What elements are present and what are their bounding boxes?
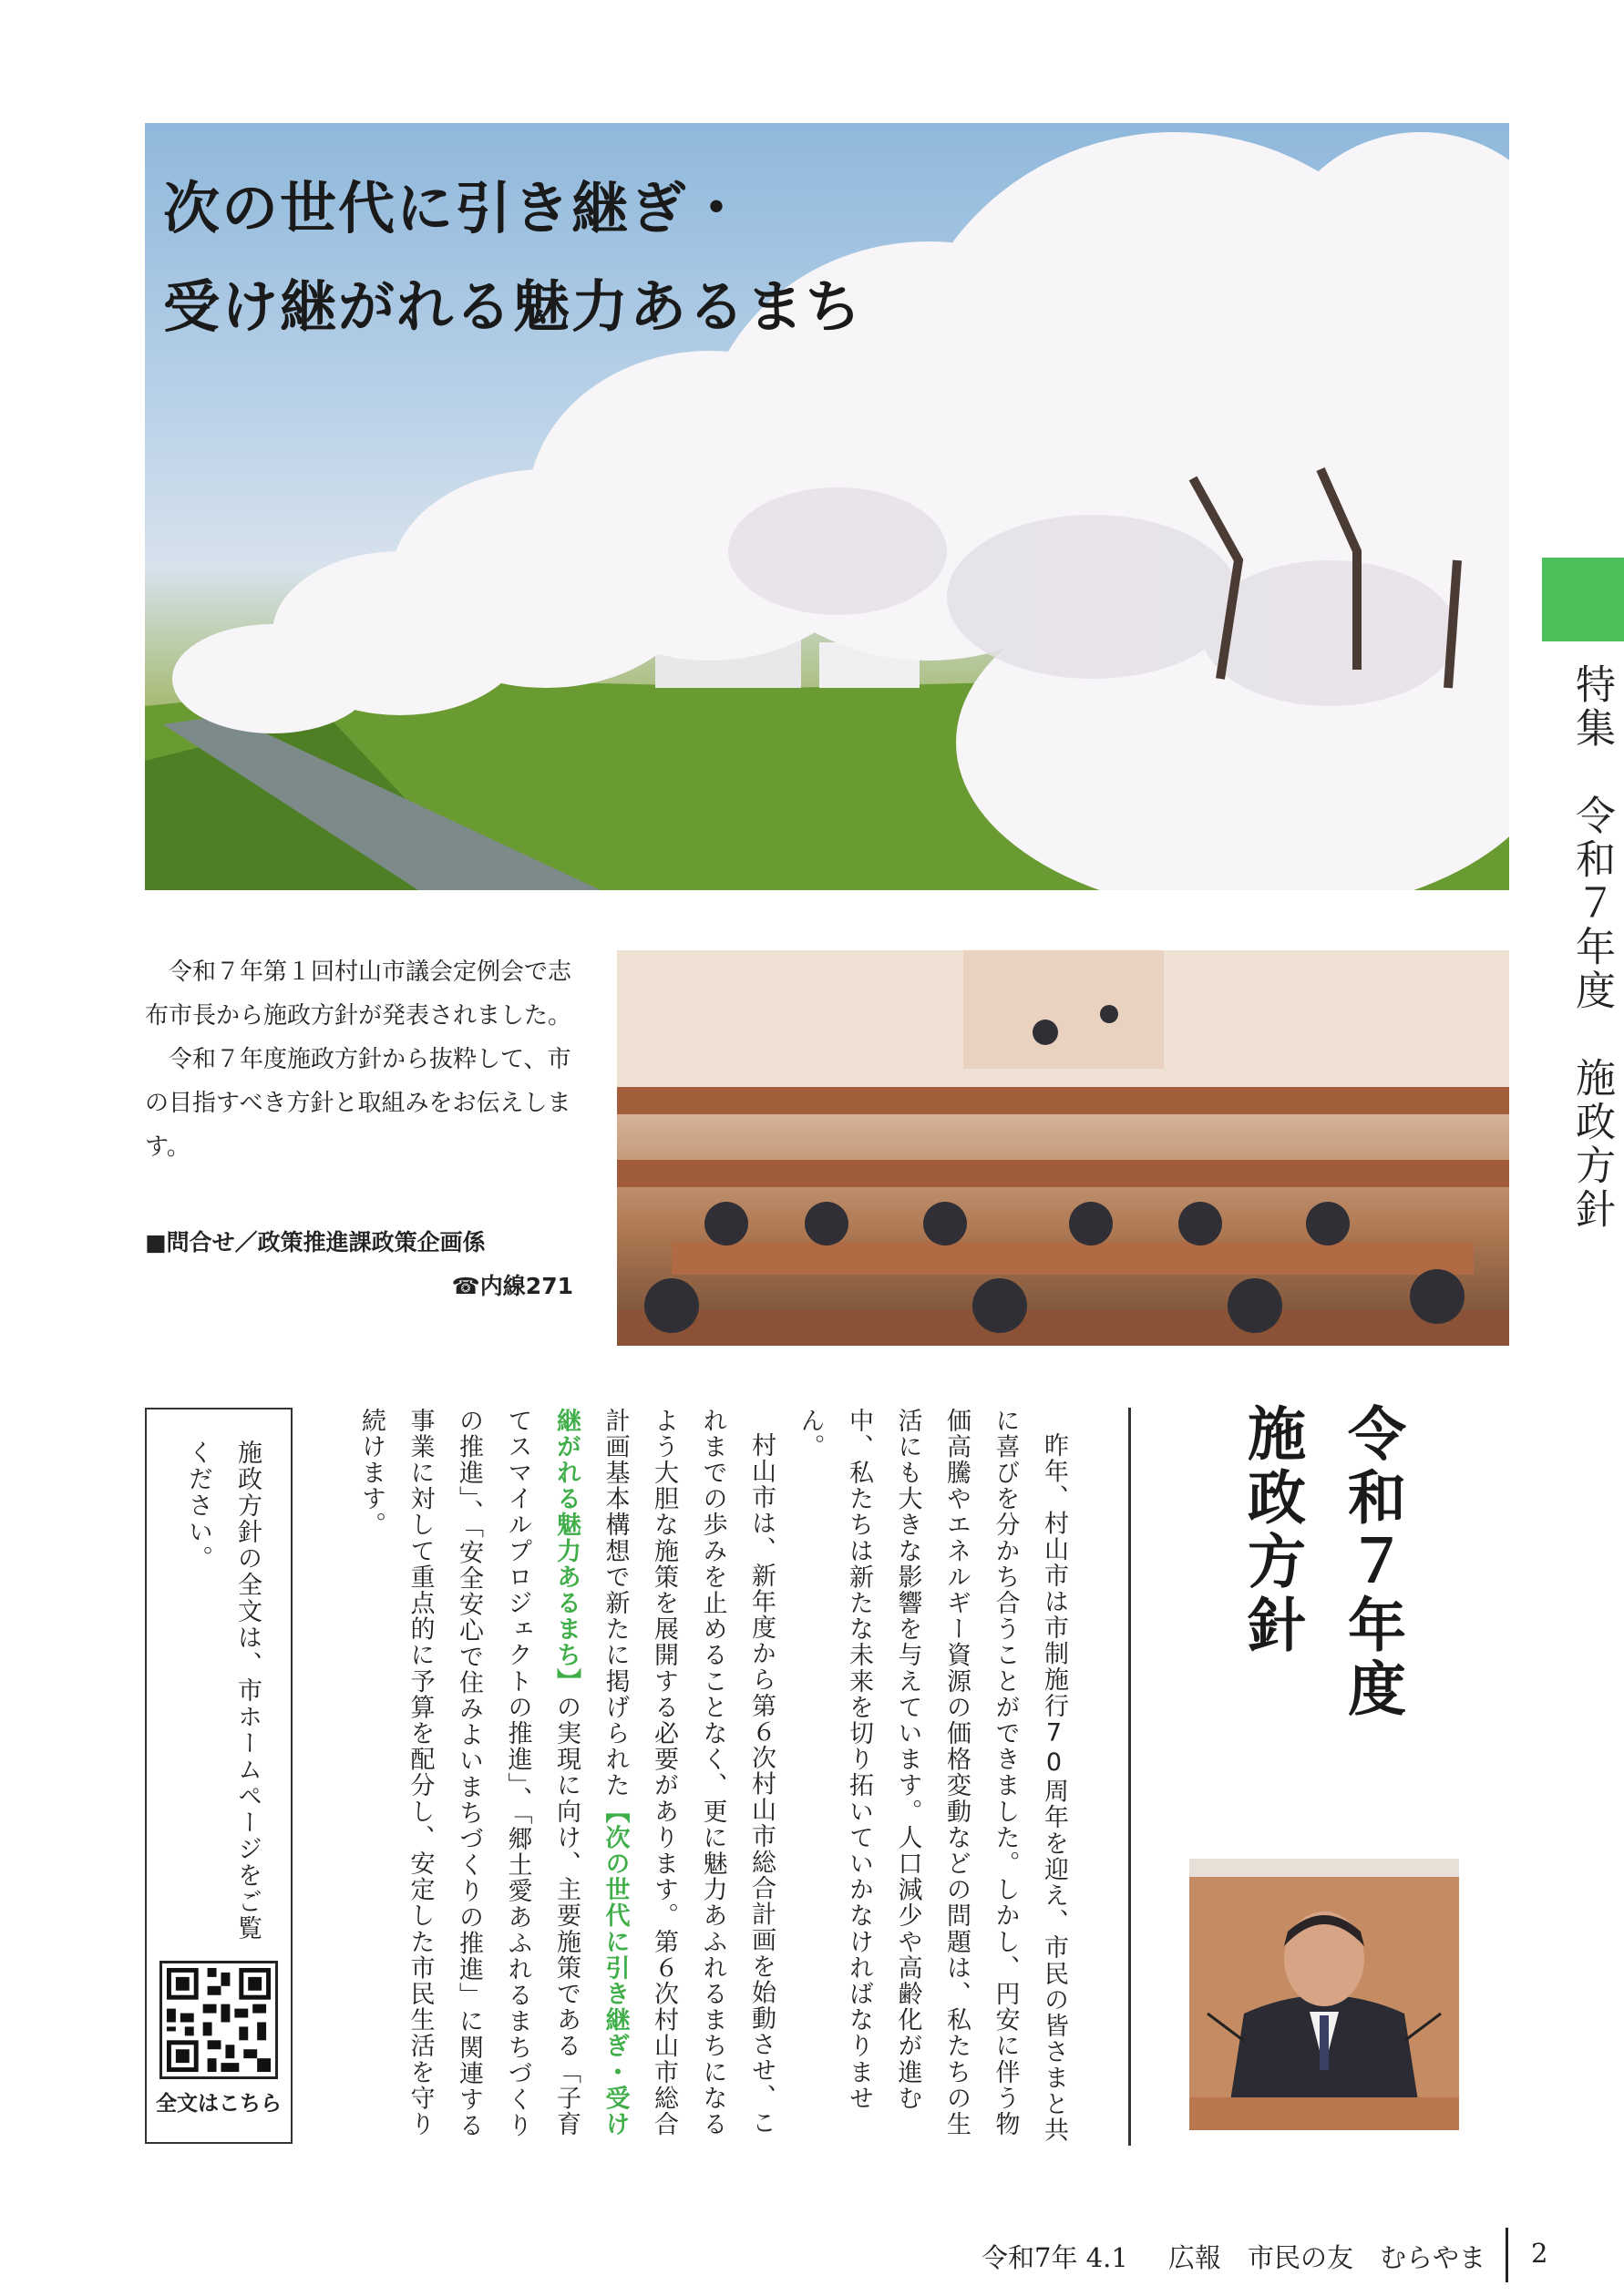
footer-publication: 広報 市民の友 むらやま <box>1168 2242 1486 2273</box>
mayor-photo <box>1189 1859 1459 2130</box>
council-chamber-illustration <box>617 950 1509 1346</box>
qr-code-pattern <box>162 1963 275 2076</box>
hero-title <box>163 159 863 356</box>
hero-title-line2: 受け継がれる魅力あるまち <box>163 273 864 340</box>
article-paragraph-2-part-a: 村山市は、新年度から第６次村山市総合計画を始動させ、これまでの歩みを止めることなく、更に魅力あふれるまちになるよう大胆な施策を展開する必要があります。第６次村山市総合計画基本構想で新たに掲げられた <box>601 1408 776 2137</box>
section-side-label: 特集 令和７年度 施政方針 <box>1568 663 1615 1232</box>
hero-title-line1: 次の世代に引き継ぎ・ <box>163 175 747 241</box>
page-number: 2 <box>1531 2238 1548 2269</box>
mayor-speaking-illustration <box>1189 1859 1459 2130</box>
article-body <box>349 1408 1078 2155</box>
full-text-note: 施政方針の全文は、市ホームページをご覧ください。 <box>184 1440 262 1942</box>
contact-label: ■問合せ／政策推進課政策企画係 <box>145 1229 486 1256</box>
section-tab-marker <box>1542 558 1624 641</box>
article-title-line2: 施政方針 <box>1238 1403 1305 1658</box>
article-divider <box>1128 1408 1131 2146</box>
intro-paragraph-1: 令和７年第１回村山市議会定例会で志布市長から施政方針が発表されました。 <box>145 958 572 1030</box>
footer-date: 令和7年 4.1 <box>982 2242 1128 2273</box>
qr-code-label: 全文はこちら <box>156 2092 282 2116</box>
qr-code-icon[interactable] <box>159 1961 278 2079</box>
intro-paragraph-2: 令和７年度施政方針から抜粋して、市の目指すべき方針と取組みをお伝えします。 <box>145 1046 571 1161</box>
article-highlight: 【次の世代に引き継ぎ・受け継がれる魅力あるまち】 <box>552 1408 630 2137</box>
article-paragraph-2-part-b: の実現に向け、主要施策である「子育てスマイルプロジェクトの推進」、「郷土愛あふれるまちづくりの推進」、「安全安心で住みよいまちづくりの推進」に関連する事業に対して重点的に予算を配分し、安定した市民生活を守り続けます。 <box>357 1408 581 2139</box>
article-title <box>1212 1403 1422 1877</box>
article-paragraph-2 <box>347 1408 786 2155</box>
footer-rule <box>1506 2228 1508 2282</box>
article-title-line1: 令和７年度 <box>1338 1403 1405 1722</box>
hero-photo <box>145 123 1509 890</box>
council-meeting-photo <box>617 950 1509 1346</box>
article-paragraph-1: 昨年、村山市は市制施行70周年を迎え、市民の皆さまと共に喜びを分かち合うことができました。しかし、円安に伴う物価高騰やエネルギー資源の価格変動などの問題は、私たちの生活にも大きな影響を与えています。人口減少や高齢化が進む中、私たちは新たな未来を切り拓いていかなければなりません。 <box>796 1408 1068 2144</box>
contact-phone: ☎内線271 <box>451 1273 573 1299</box>
contact-info <box>145 1221 573 1308</box>
intro-text <box>145 950 573 1169</box>
